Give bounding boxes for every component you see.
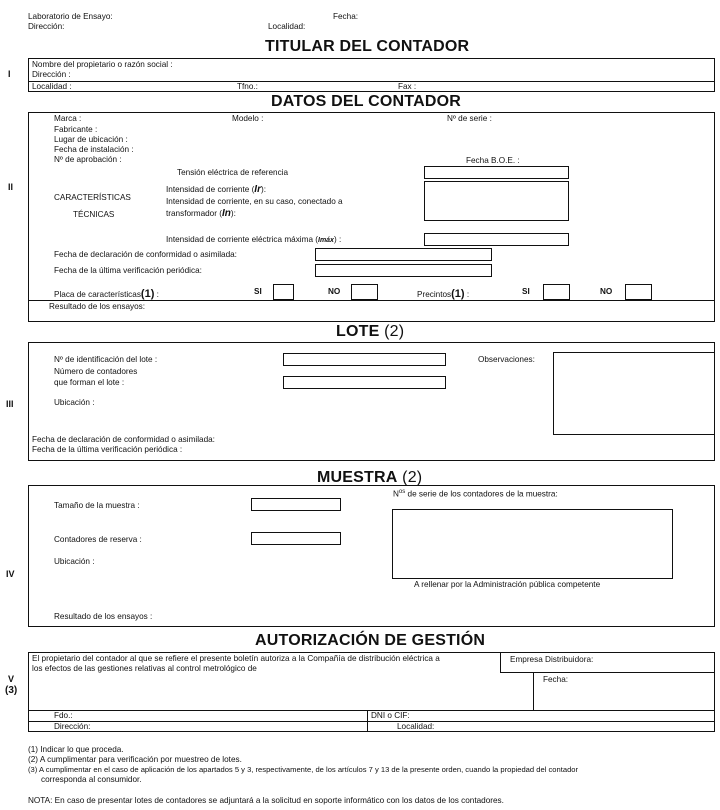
seals-yes-label: SI [522, 287, 530, 296]
current-label: Intensidad de corriente (Ir): [166, 184, 266, 195]
divider [500, 652, 501, 672]
header-date-label: Fecha: [333, 12, 359, 21]
lot-last-check-label[interactable]: Fecha de la última verificación periódica : [32, 445, 183, 454]
approval-label[interactable]: Nº de aprobación : [54, 155, 122, 164]
section-roman-v-ref: (3) [5, 685, 18, 696]
plate-label: Placa de características(1) : [54, 288, 159, 300]
section-title-titular: TITULAR DEL CONTADOR [265, 38, 470, 55]
footnote-2: (2) A cumplimentar para verificación por muestreo de lotes. [28, 755, 242, 764]
divider [28, 721, 715, 722]
location-label[interactable]: Lugar de ubicación : [54, 135, 128, 144]
signature-label[interactable]: Fdo.: [54, 711, 73, 720]
section-roman-i: I [8, 69, 11, 79]
lot-location-label[interactable]: Ubicación : [54, 398, 95, 407]
sample-serials-label: $N^{os}$ de serie de los contadores de la muestra: [393, 489, 558, 499]
divider [28, 300, 715, 301]
plate-yes-checkbox[interactable] [273, 284, 294, 300]
footnote-3: (3) A cumplimentar en el caso de aplicación de los apartados 5 y 3, respectivamente, de los artículos 7 y 13 de la presente orden, cuando la propiedad del contador [28, 765, 579, 774]
owner-name-label[interactable]: Nombre del propietario o razón social : [32, 60, 173, 69]
section-roman-v: V [8, 674, 15, 684]
manufacturer-label[interactable]: Fabricante : [54, 125, 98, 134]
tech-label: TÉCNICAS [73, 210, 115, 219]
authorization-text-2: los efectos de las gestiones relativas al control metrológico de [32, 664, 257, 673]
voltage-field[interactable] [424, 166, 569, 179]
header-locality-label: Localidad: [268, 22, 306, 31]
divider [367, 710, 368, 732]
test-results-label[interactable]: Resultado de los ensayos: [49, 302, 146, 311]
header-lab-label: Laboratorio de Ensayo: [28, 12, 113, 21]
authorization-address-label[interactable]: Dirección: [54, 722, 91, 731]
model-label[interactable]: Modelo : [232, 114, 264, 123]
owner-address-label[interactable]: Dirección : [32, 70, 71, 79]
sample-size-label: Tamaño de la muestra : [54, 501, 140, 510]
max-current-field[interactable] [424, 233, 569, 246]
seals-no-label: NO [600, 287, 613, 296]
administration-note: A rellenar por la Administración pública competente [414, 580, 601, 589]
current-transformer-label: Intensidad de corriente, en su caso, conectado a [166, 197, 343, 206]
plate-yes-label: SI [254, 287, 262, 296]
header-address-label: Dirección: [28, 22, 65, 31]
seals-label: Precintos(1) : [417, 288, 470, 300]
lot-id-field[interactable] [283, 353, 446, 366]
section-title-lote: LOTE (2) [336, 323, 405, 340]
lot-count-field[interactable] [283, 376, 446, 389]
section-roman-iii: III [6, 399, 14, 409]
tech-characteristics-label: CARACTERÍSTICAS [54, 193, 131, 202]
owner-locality-label[interactable]: Localidad : [32, 82, 72, 91]
lot-count-label-1: Número de contadores [54, 367, 138, 376]
transformer-label: transformador (In): [166, 208, 236, 219]
conformity-date-label: Fecha de declaración de conformidad o asimilada: [54, 250, 237, 259]
tax-id-label[interactable]: DNI o CIF: [371, 711, 410, 720]
authorization-date-label[interactable]: Fecha: [543, 675, 569, 684]
conformity-date-field[interactable] [315, 248, 492, 261]
section-title-autorizacion: AUTORIZACIÓN DE GESTIÓN [255, 632, 486, 649]
section-roman-ii: II [8, 182, 14, 192]
note: NOTA: En caso de presentar lotes de contadores se adjuntará a la solicitud en soporte informático con los datos de los contadores. [28, 796, 504, 805]
section-title-datos: DATOS DEL CONTADOR [271, 93, 461, 110]
plate-no-label: NO [328, 287, 341, 296]
sample-serials-field[interactable] [392, 509, 673, 579]
sample-size-field[interactable] [251, 498, 341, 511]
section-title-muestra: MUESTRA (2) [317, 469, 423, 486]
divider [533, 672, 534, 710]
footnote-1: (1) Indicar lo que proceda. [28, 745, 124, 754]
authorization-text-1: El propietario del contador al que se refiere el presente boletín autoriza a la Compañía de distribución eléctrica a [32, 654, 440, 663]
current-field[interactable] [424, 181, 569, 221]
seals-yes-checkbox[interactable] [543, 284, 570, 300]
distributor-label[interactable]: Empresa Distribuidora: [510, 655, 594, 664]
lot-count-label-2: que forman el lote : [54, 378, 125, 387]
plate-no-checkbox[interactable] [351, 284, 378, 300]
brand-label[interactable]: Marca : [54, 114, 82, 123]
voltage-label: Tensión eléctrica de referencia [177, 168, 289, 177]
last-check-label: Fecha de la última verificación periódica: [54, 266, 202, 275]
owner-fax-label[interactable]: Fax : [398, 82, 417, 91]
seals-no-checkbox[interactable] [625, 284, 652, 300]
boe-date-label: Fecha B.O.E. : [466, 156, 520, 165]
reserve-meters-field[interactable] [251, 532, 341, 545]
sample-location-label[interactable]: Ubicación : [54, 557, 95, 566]
serial-label[interactable]: Nº de serie : [447, 114, 492, 123]
observations-label: Observaciones: [478, 355, 535, 364]
last-check-field[interactable] [315, 264, 492, 277]
sample-results-label[interactable]: Resultado de los ensayos : [54, 612, 153, 621]
divider [28, 81, 715, 82]
footnote-3-cont: corresponda al consumidor. [41, 775, 142, 784]
section-roman-iv: IV [6, 569, 15, 579]
install-date-label[interactable]: Fecha de instalación : [54, 145, 134, 154]
reserve-meters-label: Contadores de reserva : [54, 535, 142, 544]
owner-phone-label[interactable]: Tfno.: [237, 82, 258, 91]
lot-conformity-date-label[interactable]: Fecha de declaración de conformidad o asimilada: [32, 435, 215, 444]
lot-id-label: Nº de identificación del lote : [54, 355, 158, 364]
max-current-label: Intensidad de corriente eléctrica máxima (Imáx) : [166, 235, 342, 244]
authorization-locality-label[interactable]: Localidad: [397, 722, 435, 731]
observations-field[interactable] [553, 352, 715, 435]
